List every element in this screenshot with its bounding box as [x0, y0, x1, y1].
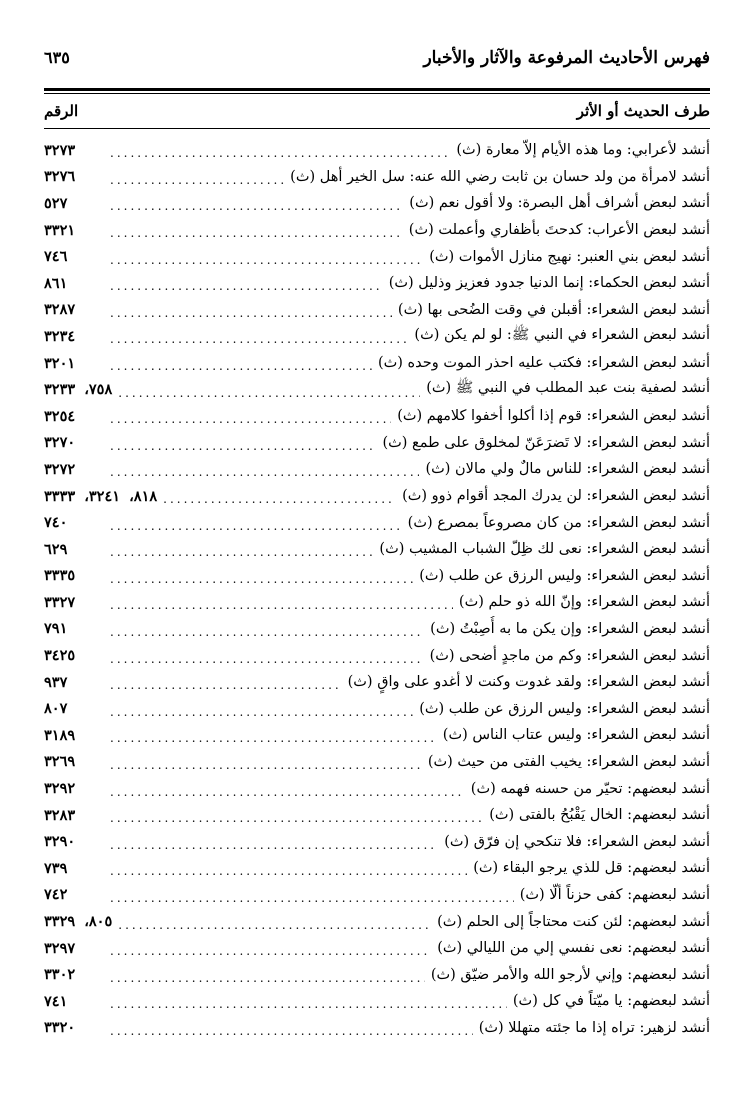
entry-reference-number: ٧٥٨، ٣٢٣٣	[44, 381, 113, 399]
dot-leader	[110, 726, 437, 744]
entry-text: أنشد لبعضهم: لئن كنت محتاجاً إلى الحلم (ث)	[437, 913, 710, 930]
entry-reference-number: ٧٣٩	[44, 859, 68, 877]
entry-reference-number: ٣٣٣٥	[44, 567, 76, 585]
entry-reference-number: ٣٢٨٣	[44, 806, 76, 824]
dot-leader	[110, 833, 438, 851]
entry-text: أنشد لبعض الشعراء: وكم من ماجدٍ أضحى (ث)	[429, 647, 710, 664]
entry-text: أنشد لبعض الشعراء: يخيب الفتى من حيث (ث)	[427, 753, 710, 770]
entry-text: أنشد لبعض الشعراء: أقبلن في وقت الضُحى بها (ث)	[397, 301, 710, 318]
entry-text: أنشد لبعض الأعراب: كدحتَ بأظفاري وأعملت (ث)	[408, 222, 710, 239]
dot-leader	[110, 434, 376, 452]
dot-leader	[110, 141, 450, 159]
entry-text: أنشد لبعض الشعراء: وإنّ الله ذو حلم (ث)	[458, 594, 710, 611]
index-entry	[44, 297, 710, 324]
entry-text: أنشد لصفية بنت عبد المطلب في النبي ﷺ (ث)	[426, 380, 710, 397]
index-entry	[44, 563, 710, 590]
index-page	[44, 48, 710, 1041]
dot-leader	[110, 647, 424, 665]
dot-leader	[110, 886, 514, 904]
index-entry	[44, 908, 710, 935]
dot-leader	[110, 1019, 473, 1037]
dot-leader	[110, 700, 413, 718]
entry-text: أنشد لبعض الشعراء: فلا تنكحي إن فرّق (ث)	[444, 833, 710, 850]
dot-leader	[110, 620, 424, 638]
index-entry	[44, 695, 710, 722]
dot-leader	[110, 301, 392, 319]
entry-reference-number: ٨١٨، ٣٢٤١، ٣٣٣٣	[44, 487, 158, 505]
index-entry	[44, 882, 710, 909]
entry-text: أنشد لامرأة من ولد حسان بن ثابت رضي الله عنه: سل الخير أهل (ث)	[290, 168, 710, 185]
entry-reference-number: ٣٢٩٢	[44, 780, 76, 798]
index-entry	[44, 376, 710, 403]
dot-leader	[118, 381, 420, 399]
entry-text: أنشد لبعضهم: تحيّر من حسنه فهمه (ث)	[470, 780, 710, 797]
column-header-rule	[44, 128, 710, 129]
index-entry	[44, 483, 710, 510]
index-entry	[44, 802, 710, 829]
entry-reference-number: ٣٢٩٧	[44, 939, 76, 957]
entry-reference-number: ٧٩١	[44, 620, 68, 638]
entry-text: أنشد لبعض الشعراء: من كان مصروعاً بمصرع (ث)	[407, 514, 710, 531]
entry-reference-number: ٣٢٧٦	[44, 168, 76, 186]
index-entry	[44, 217, 710, 244]
entry-text: أنشد لبعضهم: قل للذي يرجو البقاء (ث)	[473, 860, 710, 877]
dot-leader	[110, 460, 419, 478]
entry-text: أنشد لزهير: تراه إذا ما جئته متهللا (ث)	[478, 1019, 710, 1036]
index-entry	[44, 775, 710, 802]
entry-reference-number: ٣٢٩٠	[44, 833, 76, 851]
column-header	[44, 94, 710, 128]
index-entry	[44, 190, 710, 217]
dot-leader	[110, 992, 507, 1010]
dot-leader	[163, 487, 396, 505]
entry-text: أنشد لبعض الحكماء: إنما الدنيا جدود فعزيز وذليل (ث)	[388, 275, 710, 292]
entry-reference-number: ٨٦١	[44, 274, 68, 292]
entry-reference-number: ٨٠٥، ٣٣٢٩	[44, 913, 113, 931]
dot-leader	[110, 567, 413, 585]
dot-leader	[110, 221, 403, 239]
dot-leader	[110, 168, 284, 186]
index-entry	[44, 1015, 710, 1042]
entry-reference-number: ٧٤٦	[44, 248, 68, 266]
index-entries	[44, 137, 710, 1041]
entry-reference-number: ٣٢٠١	[44, 354, 76, 372]
entry-reference-number: ٧٤٠	[44, 514, 68, 532]
entry-reference-number: ٣٤٢٥	[44, 647, 76, 665]
dot-leader	[110, 514, 402, 532]
index-entry	[44, 749, 710, 776]
entry-text: أنشد لبعضهم: نعى نفسي إلي من الليالي (ث)	[437, 940, 710, 957]
index-entry	[44, 855, 710, 882]
column-header-number: الرقم	[44, 102, 79, 120]
dot-leader	[110, 407, 391, 425]
header-rule-thick	[44, 88, 710, 91]
entry-reference-number: ٣٣٢٠	[44, 1019, 76, 1037]
entry-reference-number: ٣١٨٩	[44, 726, 76, 744]
entry-text: أنشد لبعض الشعراء: ولقد غدوت وكنت لا أغدو على واقٍ (ث)	[347, 674, 710, 691]
entry-text: أنشد لأعرابي: وما هذه الأيام إلاّ معارة (ث)	[456, 142, 710, 159]
entry-reference-number: ٣٣٠٢	[44, 966, 76, 984]
entry-text: أنشد لبعض الشعراء: للناس مالٌ ولي مالان (ث)	[425, 461, 710, 478]
entry-text: أنشد لبعضهم: وإني لأرجو الله والأمر ضيّق (ث)	[430, 966, 710, 983]
index-entry	[44, 456, 710, 483]
entry-text: أنشد لبعض الشعراء في النبي ﷺ: لو لم يكن (ث)	[414, 326, 710, 343]
entry-reference-number: ٣٢٣٤	[44, 327, 76, 345]
index-entry	[44, 669, 710, 696]
entry-reference-number: ٣٢٨٧	[44, 301, 76, 319]
dot-leader	[110, 966, 425, 984]
running-title: فهرس الأحاديث المرفوعة والآثار والأخبار	[423, 48, 710, 68]
entry-text: أنشد لبعضهم: يا ميّتاً في كل (ث)	[512, 993, 710, 1010]
index-entry	[44, 323, 710, 350]
index-entry	[44, 988, 710, 1015]
entry-reference-number: ٣٢٥٤	[44, 407, 76, 425]
index-entry	[44, 722, 710, 749]
entry-reference-number: ٣٢٦٩	[44, 753, 76, 771]
entry-text: أنشد لبعض الشعراء: وليس عتاب الناس (ث)	[442, 727, 710, 744]
column-header-entry: طرف الحديث أو الأثر	[576, 102, 710, 120]
entry-text: أنشد لبعض بني العنبر: نهيج منازل الأموات (ث)	[429, 248, 710, 265]
index-entry	[44, 616, 710, 643]
entry-reference-number: ٣٢٧٢	[44, 460, 76, 478]
dot-leader	[110, 274, 383, 292]
dot-leader	[110, 593, 453, 611]
index-entry	[44, 137, 710, 164]
entry-text: أنشد لبعض الشعراء: قوم إذا أكلوا أخفوا كلامهم (ث)	[397, 408, 710, 425]
entry-text: أنشد لبعض الشعراء: لن يدرك المجد أقوام ذوو (ث)	[402, 488, 710, 505]
entry-text: أنشد لبعض الشعراء: وإن يكن ما به أُصِبْتُ (ث)	[430, 620, 710, 637]
index-entry	[44, 164, 710, 191]
dot-leader	[110, 673, 342, 691]
index-entry	[44, 642, 710, 669]
dot-leader	[110, 354, 372, 372]
entry-reference-number: ٦٢٩	[44, 540, 68, 558]
entry-reference-number: ٣٢٧٠	[44, 434, 76, 452]
entry-reference-number: ٨٠٧	[44, 700, 68, 718]
entry-text: أنشد لبعض الشعراء: وليس الرزق عن طلب (ث)	[419, 700, 710, 717]
entry-reference-number: ٧٤٢	[44, 886, 68, 904]
entry-text: أنشد لبعض الشعراء: فكتب عليه احذر الموت وحده (ث)	[377, 355, 710, 372]
dot-leader	[110, 939, 431, 957]
dot-leader	[110, 806, 483, 824]
index-entry	[44, 430, 710, 457]
entry-reference-number: ٣٣٢٧	[44, 593, 76, 611]
dot-leader	[110, 859, 467, 877]
index-entry	[44, 536, 710, 563]
index-entry	[44, 935, 710, 962]
entry-text: أنشد لبعضهم: الخال يَقْبُحُ بالفتى (ث)	[489, 807, 710, 824]
entry-text: أنشد لبعض الشعراء: لا تَضرَعَنّ لمخلوق على طمع (ث)	[382, 434, 710, 451]
entry-text: أنشد لبعض الشعراء: وليس الرزق عن طلب (ث)	[419, 567, 710, 584]
index-entry	[44, 270, 710, 297]
entry-reference-number: ٧٤١	[44, 992, 68, 1010]
entry-text: أنشد لبعضهم: كفى حزناً ألّا (ث)	[519, 886, 710, 903]
entry-text: أنشد لبعض أشراف أهل البصرة: ولا أقول نعم (ث)	[409, 195, 710, 212]
dot-leader	[110, 780, 465, 798]
index-entry	[44, 961, 710, 988]
entry-reference-number: ٩٣٧	[44, 673, 68, 691]
entry-reference-number: ٣٢٧٣	[44, 141, 76, 159]
dot-leader	[110, 194, 403, 212]
entry-reference-number: ٥٢٧	[44, 194, 68, 212]
dot-leader	[110, 248, 423, 266]
entry-text: أنشد لبعض الشعراء: نعى لك ظِلّ الشباب المشيب (ث)	[379, 541, 710, 558]
page-number: ٦٣٥	[44, 48, 70, 67]
index-entry	[44, 828, 710, 855]
index-entry	[44, 243, 710, 270]
index-entry	[44, 589, 710, 616]
dot-leader	[110, 540, 373, 558]
dot-leader	[118, 913, 431, 931]
index-entry	[44, 350, 710, 377]
index-entry	[44, 509, 710, 536]
entry-reference-number: ٣٣٢١	[44, 221, 76, 239]
running-head	[44, 48, 710, 86]
index-entry	[44, 403, 710, 430]
dot-leader	[110, 327, 408, 345]
dot-leader	[110, 753, 422, 771]
